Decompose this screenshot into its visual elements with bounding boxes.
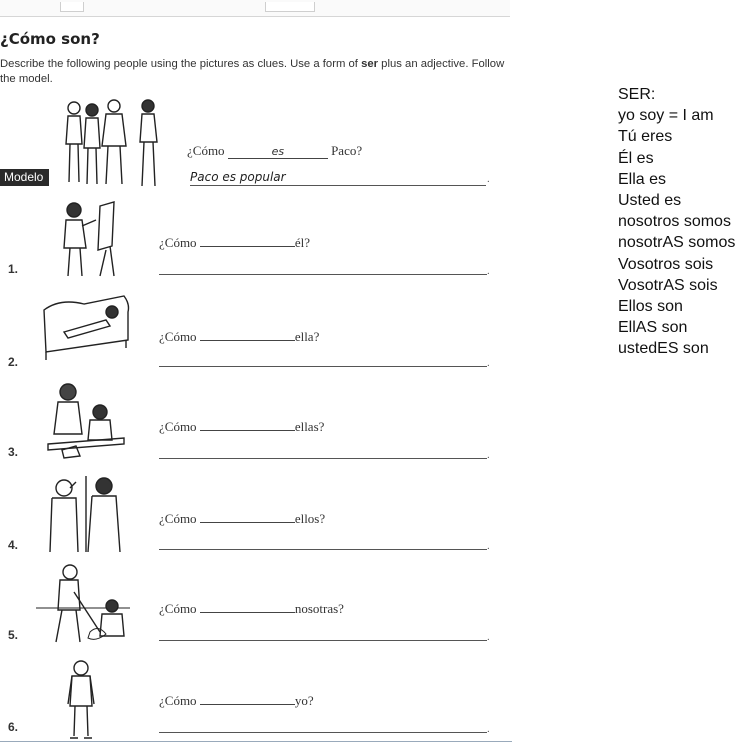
item-4-question: ¿Cómo ellos?	[159, 511, 326, 526]
item-3-answer-line[interactable]	[159, 458, 487, 459]
group-of-teenagers-illustration	[62, 96, 164, 190]
item-6-question: ¿Cómo yo?	[159, 693, 314, 708]
ser-line: nosotrAS somos	[618, 234, 736, 252]
ser-line: Vosotros sois	[618, 255, 714, 273]
item-5-question: ¿Cómo nosotras?	[159, 601, 344, 616]
girls-raking-leaves-illustration	[36, 562, 130, 644]
modelo-label: Modelo	[0, 169, 49, 186]
ser-line: VosotrAS sois	[618, 276, 718, 294]
boy-painting-at-easel-illustration	[60, 196, 120, 278]
ser-conjugation-notes	[618, 84, 735, 360]
modelo-question-fill: es	[228, 145, 328, 159]
item-5-number: 5.	[8, 628, 19, 642]
item-6-number: 6.	[8, 720, 19, 734]
item-4-answer-line[interactable]	[159, 549, 487, 550]
answer-period: .	[487, 357, 490, 369]
browser-toolbar-strip	[0, 0, 510, 17]
ser-line: Usted es	[618, 192, 682, 210]
item-2-answer-line[interactable]	[159, 366, 487, 367]
standing-boy-illustration	[64, 658, 98, 740]
modelo-question: ¿Cómo es Paco?	[187, 143, 363, 158]
ser-line: nosotros somos	[618, 213, 731, 231]
item-5-answer-line[interactable]	[159, 640, 487, 641]
ser-heading: SER:	[618, 86, 656, 103]
answer-period: .	[487, 265, 490, 277]
item-1-question: ¿Cómo él?	[159, 235, 310, 250]
two-girls-studying-illustration	[46, 378, 126, 462]
answer-period: .	[487, 449, 490, 461]
item-1-number: 1.	[8, 262, 19, 276]
ser-line: Ella es	[618, 170, 667, 188]
ser-line: Él es	[618, 149, 654, 167]
two-boys-on-phone-illustration	[42, 472, 126, 554]
answer-period: .	[487, 723, 490, 735]
item-1-answer-line[interactable]	[159, 274, 487, 275]
item-2-number: 2.	[8, 355, 19, 369]
item-3-question: ¿Cómo ellas?	[159, 419, 325, 434]
answer-period: .	[487, 540, 490, 552]
page-bottom-border	[0, 741, 512, 742]
ser-line: yo soy = I am	[618, 107, 714, 125]
ser-line: EllAS son	[618, 319, 688, 337]
answer-period: .	[487, 173, 490, 185]
girl-lying-on-sofa-illustration	[40, 290, 132, 366]
item-2-question: ¿Cómo ella?	[159, 329, 320, 344]
item-6-answer-line[interactable]	[159, 732, 487, 733]
ser-line: Ellos son	[618, 298, 683, 316]
worksheet-instructions: Describe the following people using the pictures as clues. Use a form of ser plus an adjective. Follow the model.	[0, 58, 505, 85]
worksheet-title: ¿Cómo son?	[0, 30, 100, 48]
item-3-number: 3.	[8, 445, 19, 459]
modelo-answer: Paco es popular	[190, 170, 486, 186]
ser-line: Tú eres	[618, 128, 673, 146]
ser-line: ustedES son	[618, 340, 709, 358]
item-4-number: 4.	[8, 538, 19, 552]
answer-period: .	[487, 631, 490, 643]
